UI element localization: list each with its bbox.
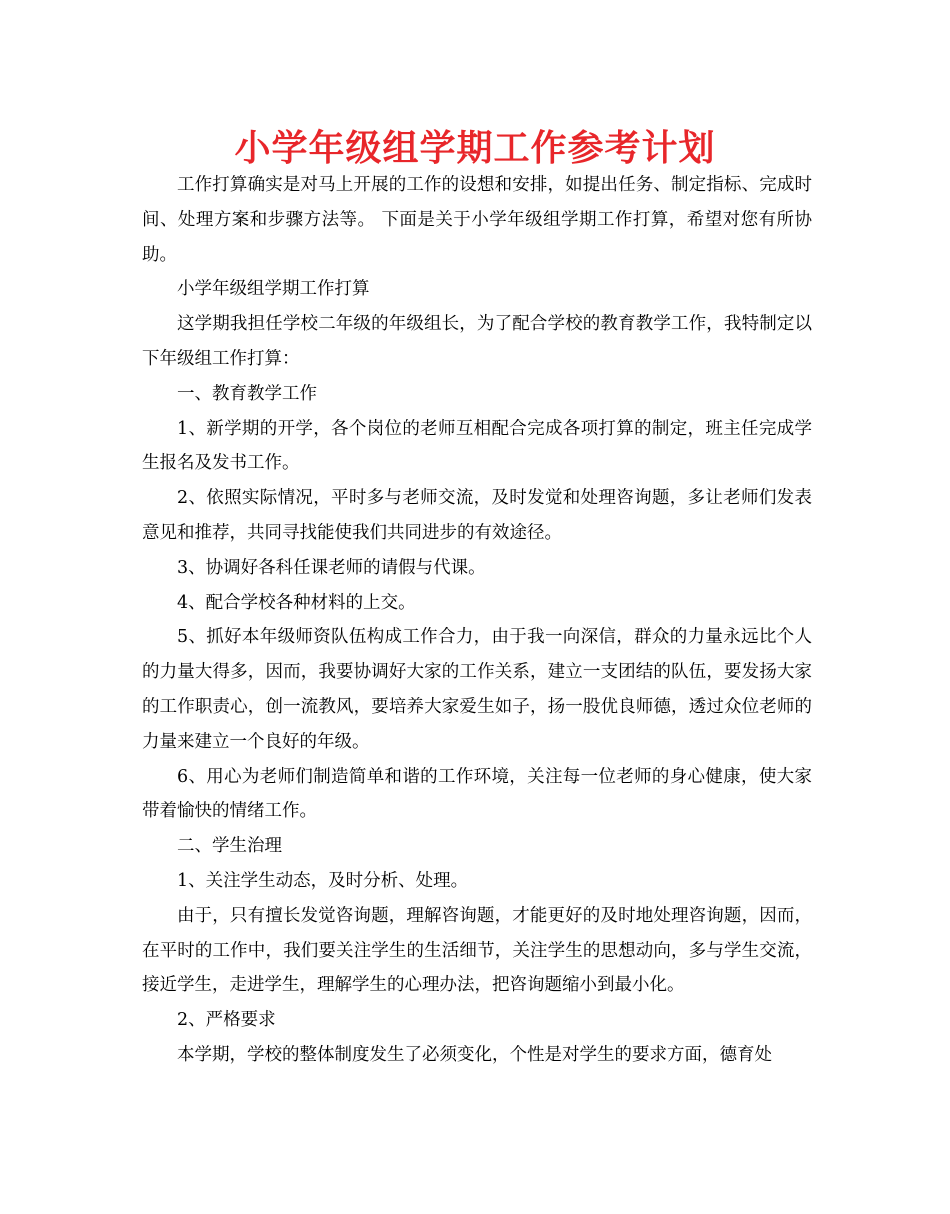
paragraph-subtitle: 小学年级组学期工作打算 bbox=[177, 279, 370, 300]
paragraph: 本学期，学校的整体制度发生了必须变化，个性是对学生的要求方面，德育处 bbox=[177, 1044, 772, 1065]
document-body bbox=[142, 168, 812, 1073]
paragraph: 1、新学期的开学，各个岗位的老师互相配合完成各项打算的制定，班主任完成学生报名及发书工作。 bbox=[142, 418, 812, 474]
paragraph: 6、用心为老师们制造简单和谐的工作环境，关注每一位老师的身心健康，使大家带着愉快的情绪工作。 bbox=[142, 766, 812, 822]
section-heading: 一、教育教学工作 bbox=[177, 383, 317, 404]
paragraph: 4、配合学校各种材料的上交。 bbox=[177, 592, 416, 613]
section-heading: 二、学生治理 bbox=[177, 836, 282, 857]
paragraph: 1、关注学生动态，及时分析、处理。 bbox=[177, 870, 469, 891]
paragraph: 5、抓好本年级师资队伍构成工作合力，由于我一向深信，群众的力量永远比个人的力量大得多，因而，我要协调好大家的工作关系，建立一支团结的队伍，要发扬大家的工作职责心，创一流教风，要培养大家爱生如子，扬一股优良师德，透过众位老师的力量来建立一个良好的年级。 bbox=[142, 627, 812, 752]
paragraph: 3、协调好各科任课老师的请假与代课。 bbox=[177, 557, 486, 578]
paragraph: 这学期我担任学校二年级的年级组长，为了配合学校的教育教学工作，我特制定以下年级组工作打算： bbox=[142, 314, 812, 369]
paragraph: 由于，只有擅长发觉咨询题，理解咨询题，才能更好的及时地处理咨询题，因而，在平时的工作中，我们要关注学生的生活细节，关注学生的思想动向，多与学生交流，接近学生，走进学生，理解学生的心理办法，把咨询题缩小到最小化。 bbox=[142, 905, 812, 996]
paragraph: 2、依照实际情况，平时多与老师交流，及时发觉和处理咨询题，多让老师们发表意见和推荐，共同寻找能使我们共同进步的有效途径。 bbox=[142, 488, 812, 543]
document-title: 小学年级组学期工作参考计划 bbox=[234, 128, 716, 169]
paragraph: 2、严格要求 bbox=[177, 1010, 276, 1031]
paragraph-intro: 工作打算确实是对马上开展的工作的设想和安排，如提出任务、制定指标、完成时间、处理方案和步骤方法等。 下面是关于小学年级组学期工作打算，希望对您有所协助。 bbox=[142, 175, 812, 265]
